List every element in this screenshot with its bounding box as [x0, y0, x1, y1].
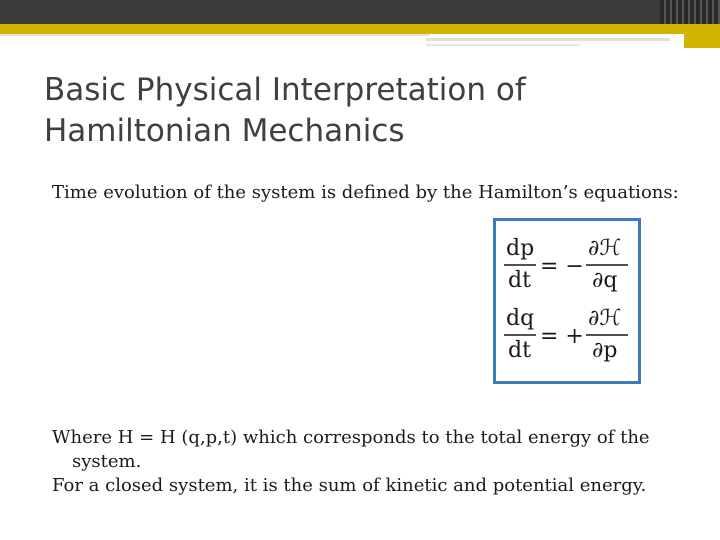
- body-text: [52, 426, 692, 498]
- top-dark-bar: [0, 0, 720, 24]
- decor-line: [426, 38, 670, 41]
- top-dark-bar-pattern: [660, 0, 720, 24]
- energy-line-1-cont: system.: [72, 451, 142, 472]
- hamilton-equations: [496, 221, 638, 381]
- eq1-lhs-denominator: dt: [508, 268, 531, 293]
- decor-line: [0, 34, 430, 36]
- energy-line-2: For a closed system, it is the sum of kinetic and potential energy.: [52, 475, 647, 496]
- eq2-lhs-numerator: dq: [506, 306, 535, 331]
- eq2-lhs-denominator: dt: [508, 338, 531, 363]
- eq1-lhs-numerator: dp: [506, 236, 535, 261]
- intro-text: Time evolution of the system is defined by the Hamilton’s equations:: [52, 182, 679, 203]
- energy-line-1: Where H = H (q,p,t) which corresponds to the total energy of the: [52, 427, 650, 448]
- eq2-sign: = +: [540, 324, 584, 349]
- top-gold-bar: [0, 24, 720, 34]
- top-gold-bar-right: [684, 24, 720, 48]
- eq1-sign: = −: [540, 254, 584, 279]
- eq2-rhs-numerator: ∂ℋ: [588, 306, 622, 331]
- eq2-rhs-denominator: ∂p: [592, 338, 618, 363]
- slide-title: Basic Physical Interpretation of Hamiltonian Mechanics: [44, 72, 526, 149]
- eq1-rhs-numerator: ∂ℋ: [588, 236, 622, 261]
- decor-line: [426, 44, 580, 46]
- eq1-rhs-denominator: ∂q: [592, 268, 618, 293]
- equation-box: [493, 218, 641, 384]
